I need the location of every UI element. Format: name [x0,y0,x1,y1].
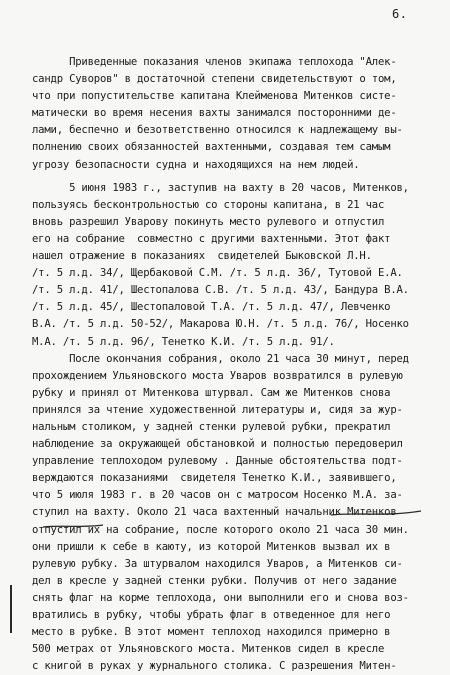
text-line: снять флаг на корме теплохода, они выполнили его и снова воз- [32,591,409,604]
text-line: управление теплоходом рулевому . Данные обстоятельства подт- [32,455,403,468]
text-line: с книгой в руках у журнального столика. С разрешения Митен- [32,660,397,673]
text-line: сандр Суворов" в достаточной степени свидетельствуют о том, [32,73,397,86]
text-line: Приведенные показания членов экипажа теплохода "Алек- [32,56,397,68]
page-number: 6. [392,7,408,21]
text-line: В.А. /т. 5 л.д. 50-52/, Макарова Ю.Н. /т. 5 л.д. 76/, Носенко [32,318,409,331]
handwritten-underline [330,508,422,518]
text-line: угрозу безопасности судна и находящихся на нем людей. [32,158,360,171]
document-body [32,54,437,675]
text-line: верждаются показаниями свидетеля Тенетко К.И., заявившего, [32,472,397,485]
text-line: /т. 5 л.д. 41/, Шестопалова С.В. /т. 5 л.д. 43/, Бандура В.А. [32,284,409,297]
text-line: отпустил их на собрание, после которого около 21 часа 30 мин. [32,523,409,536]
text-line: /т. 5 л.д. 45/, Шестопаловой Т.А. /т. 5 л.д. 47/, Левченко [32,301,391,314]
text-line: вратились в рубку, чтобы убрать флаг в отведенное для него [32,609,391,621]
margin-mark [10,585,12,633]
text-line: нашел отражение в показаниях свидетелей Быковской Л.Н. [32,250,372,263]
handwritten-underline [42,523,104,529]
text-line: полнению своих обязанностей вахтенными, создавая тем самым [32,141,391,154]
text-line: вновь разрешил Уварову покинуть место рулевого и отпустил [32,215,385,228]
text-line: нальным столиком, у задней стенки рулевой рубки, прекратил [32,420,391,433]
text-line: прохождением Ульяновского моста Уваров возвратился в рулевую [32,369,403,382]
text-line: /т. 5 л.д. 34/, Щербаковой С.М. /т. 5 л.д. 36/, Тутовой Е.А. [32,267,403,280]
text-line: его на собрание совместно с другими вахтенными. Этот факт [32,232,391,245]
text-line: принялся за чтение художественной литературы и, сидя за жур- [32,403,403,416]
text-line: 5 июня 1983 г., заступив на вахту в 20 часов, Митенков, [32,181,409,194]
text-line: дел в кресле у задней стенки рубки. Получив от него задание [32,574,397,587]
text-line: что 5 июля 1983 г. в 20 часов он с матросом Носенко М.А. за- [32,489,403,502]
text-line: они пришли к себе в каюту, из которой Митенков вызвал их в [32,540,391,553]
text-line: рулевую рубку. За штурвалом находился Уваров, а Митенков си- [32,557,403,570]
text-line: пользуясь бесконтрольностью со стороны капитана, в 21 час [32,198,385,211]
text-line: лами, беспечно и безответственно относился к надлежащему вы- [32,124,403,137]
text-line: рубку и принял от Митенкова штурвал. Сам же Митенков снова [32,386,391,399]
text-line: матически во время несения вахты занимался посторонними де- [32,107,397,120]
text-line: ступил на вахту. Около 21 часа вахтенный начальник Митенков [32,506,397,519]
text-line: После окончания собрания, около 21 часа 30 минут, перед [32,352,409,365]
text-line: М.А. /т. 5 л.д. 96/, Тенетко К.И. /т. 5 л.д. 91/. [32,335,335,348]
text-line: 500 метрах от Ульяновского моста. Митенков сидел в кресле [32,643,385,656]
text-line: что при попустительстве капитана Клейменова Митенков систе- [32,90,397,103]
text-line: наблюдение за окружающей обстановкой и полностью передоверил [32,438,403,451]
text-line: место в рубке. В этот момент теплоход находился примерно в [32,626,391,639]
